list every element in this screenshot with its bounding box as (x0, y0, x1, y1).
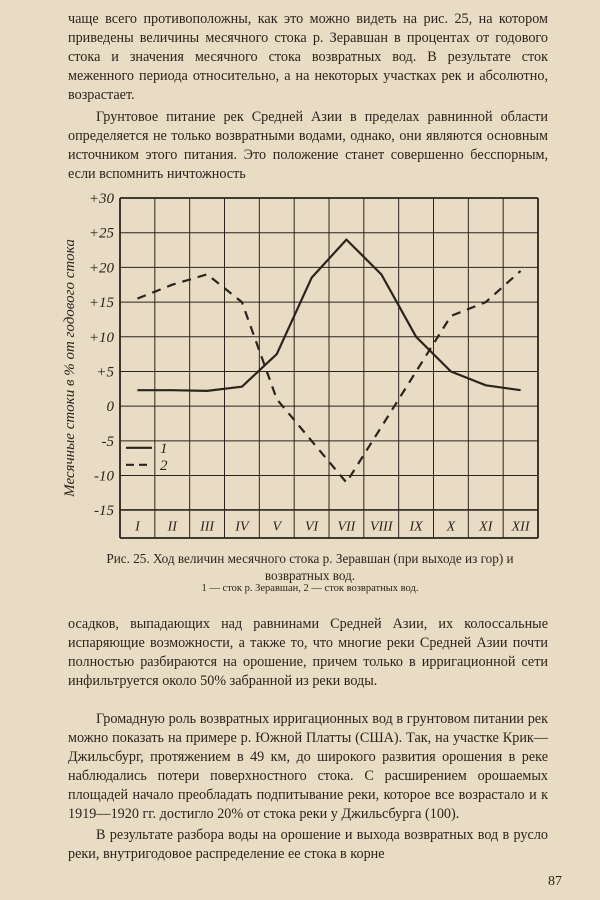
y-tick-label: +25 (88, 225, 114, 242)
x-tick-label: VIII (369, 519, 393, 535)
x-tick-label: VII (337, 519, 356, 535)
y-tick-label: -5 (101, 433, 114, 450)
y-tick-label: +30 (88, 191, 114, 207)
paragraph-conclusion: В результате разбора воды на орошение и выхода возвратных вод в русло реки, внутригодовое распределение ее стока в корне (68, 827, 548, 862)
paragraph-south-platte: Громадную роль возвратных ирригационных вод в грунтовом питании рек можно показать на примере р. Южной Платты (США). Так, на участке Крик—Джильсбург, протяжением в 49 км, до широкого развития орошения в реке наблюдались потери поверхностного стока. С расширением орошаемых площадей начало преобладать подпитывание реки, которое все возрастало и к 1919—1920 гг. достигло 20% от стока реки у Джильсбурга (100). (68, 711, 548, 822)
x-tick-label: IX (409, 519, 423, 535)
x-tick-label: I (135, 519, 140, 535)
x-tick-label: V (272, 519, 282, 535)
y-tick-label: +5 (96, 364, 114, 381)
figure-caption: Рис. 25. Ход величин месячного стока р. Зеравшан (при выходе из гор) и возвратных вод. (106, 551, 514, 583)
paragraph-groundwater: Грунтовое питание рек Средней Азии в пределах равнинной области определяется не только возвратными водами, однако, они являются основным источником этого питания. Это положение станет совершенно бесспорным, если вспомнить ничтожность (68, 109, 548, 182)
y-tick-label: +10 (88, 329, 114, 346)
x-tick-label: XII (511, 519, 530, 535)
y-tick-label: 0 (106, 399, 114, 416)
x-tick-label: II (167, 519, 177, 535)
legend-label-1: 1 (160, 440, 168, 457)
y-tick-label: +20 (88, 260, 114, 277)
paragraph-precipitation: осадков, выпадающих над равнинами Средней Азии, их колоссальные испаряющие возможности, а также то, что многие реки Средней Азии почти полностью разбираются на орошение, причем только в ирригационной сети инфильтруется около 50% забранной из реки воды. (68, 616, 548, 689)
x-tick-label: III (200, 519, 215, 535)
x-tick-label: VI (304, 519, 319, 535)
figure-legend-caption: 1 — сток р. Зеравшан, 2 — сток возвратных вод. (201, 583, 419, 594)
page-number: 87 (548, 874, 562, 889)
figure-25-chart (50, 188, 570, 548)
line-chart (50, 188, 570, 548)
y-tick-label: -15 (94, 503, 114, 520)
y-tick-label: -10 (94, 468, 114, 485)
y-axis-label: Месячные стоки в % от годового стока (62, 239, 78, 497)
x-tick-label: XI (479, 519, 493, 535)
y-tick-label: +15 (88, 295, 114, 312)
x-tick-label: X (446, 519, 456, 535)
paragraph-top: чаще всего противоположны, как это можно видеть на рис. 25, на котором приведены величины месячного стока р. Зеравшан в процентах от годового стока и значения месячного стока возвратных вод. В результате сток меженного периода относительно, а на некоторых участках рек и абсолютно, возрастает. (68, 11, 548, 103)
x-tick-label: IV (235, 519, 249, 535)
legend-label-2: 2 (160, 457, 168, 474)
